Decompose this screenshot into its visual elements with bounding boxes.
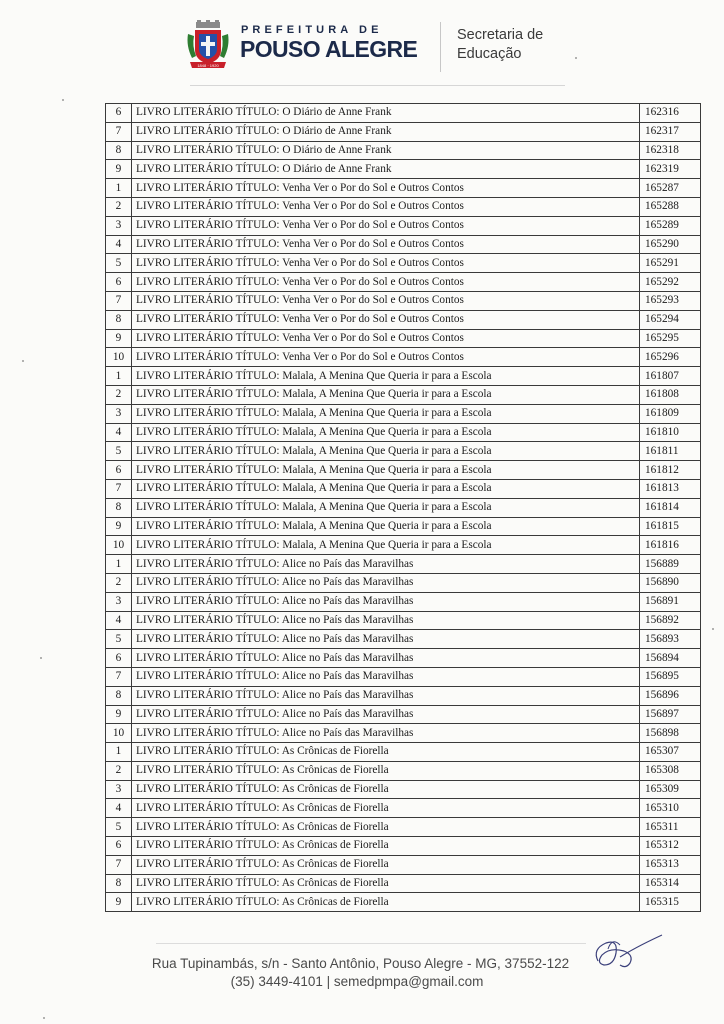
book-title: LIVRO LITERÁRIO TÍTULO: O Diário de Anne Frank xyxy=(132,141,640,160)
row-number: 1 xyxy=(106,555,132,574)
table-row xyxy=(106,104,701,123)
book-title: LIVRO LITERÁRIO TÍTULO: Alice no País das Maravilhas xyxy=(132,592,640,611)
book-title: LIVRO LITERÁRIO TÍTULO: As Crônicas de Fiorella xyxy=(132,761,640,780)
department-line-1: Secretaria de xyxy=(457,27,544,43)
asset-code: 161810 xyxy=(640,423,701,442)
row-number: 6 xyxy=(106,649,132,668)
header-rule xyxy=(190,85,565,86)
scan-speck xyxy=(43,1017,45,1019)
book-title: LIVRO LITERÁRIO TÍTULO: Alice no País das Maravilhas xyxy=(132,611,640,630)
table-row xyxy=(106,893,701,912)
table-row xyxy=(106,291,701,310)
asset-code: 165292 xyxy=(640,273,701,292)
table-row xyxy=(106,630,701,649)
signature-mark xyxy=(590,925,670,975)
row-number: 3 xyxy=(106,216,132,235)
scan-speck xyxy=(712,628,714,630)
asset-code: 156898 xyxy=(640,724,701,743)
row-number: 5 xyxy=(106,630,132,649)
table-row xyxy=(106,686,701,705)
asset-code: 165295 xyxy=(640,329,701,348)
book-title: LIVRO LITERÁRIO TÍTULO: Venha Ver o Por do Sol e Outros Contos xyxy=(132,291,640,310)
asset-code: 165312 xyxy=(640,837,701,856)
row-number: 7 xyxy=(106,479,132,498)
table-body xyxy=(106,104,701,912)
row-number: 3 xyxy=(106,592,132,611)
row-number: 7 xyxy=(106,291,132,310)
book-title: LIVRO LITERÁRIO TÍTULO: As Crônicas de Fiorella xyxy=(132,874,640,893)
row-number: 4 xyxy=(106,799,132,818)
table-row xyxy=(106,442,701,461)
footer-address: Rua Tupinambás, s/n - Santo Antônio, Pouso Alegre - MG, 37552-122 xyxy=(151,956,570,971)
row-number: 1 xyxy=(106,179,132,198)
row-number: 2 xyxy=(106,197,132,216)
book-title: LIVRO LITERÁRIO TÍTULO: Venha Ver o Por do Sol e Outros Contos xyxy=(132,216,640,235)
row-number: 9 xyxy=(106,160,132,179)
asset-code: 156895 xyxy=(640,667,701,686)
row-number: 8 xyxy=(106,141,132,160)
table-row xyxy=(106,385,701,404)
asset-code: 156894 xyxy=(640,649,701,668)
table-row xyxy=(106,649,701,668)
table-row xyxy=(106,536,701,555)
book-title: LIVRO LITERÁRIO TÍTULO: Alice no País das Maravilhas xyxy=(132,573,640,592)
book-title: LIVRO LITERÁRIO TÍTULO: Malala, A Menina Que Queria ir para a Escola xyxy=(132,367,640,386)
asset-code: 156889 xyxy=(640,555,701,574)
row-number: 8 xyxy=(106,874,132,893)
row-number: 9 xyxy=(106,893,132,912)
book-inventory-table xyxy=(105,103,701,912)
book-title: LIVRO LITERÁRIO TÍTULO: Alice no País das Maravilhas xyxy=(132,705,640,724)
book-title: LIVRO LITERÁRIO TÍTULO: Malala, A Menina Que Queria ir para a Escola xyxy=(132,461,640,480)
asset-code: 165314 xyxy=(640,874,701,893)
row-number: 1 xyxy=(106,743,132,762)
book-title: LIVRO LITERÁRIO TÍTULO: Venha Ver o Por do Sol e Outros Contos xyxy=(132,273,640,292)
book-title: LIVRO LITERÁRIO TÍTULO: Malala, A Menina Que Queria ir para a Escola xyxy=(132,536,640,555)
footer-rule xyxy=(156,943,586,944)
row-number: 1 xyxy=(106,367,132,386)
table-row xyxy=(106,611,701,630)
table-row xyxy=(106,160,701,179)
book-title: LIVRO LITERÁRIO TÍTULO: Venha Ver o Por do Sol e Outros Contos xyxy=(132,348,640,367)
table-row xyxy=(106,479,701,498)
scan-speck xyxy=(575,57,577,59)
row-number: 5 xyxy=(106,254,132,273)
table-row xyxy=(106,310,701,329)
book-title: LIVRO LITERÁRIO TÍTULO: Malala, A Menina Que Queria ir para a Escola xyxy=(132,423,640,442)
asset-code: 156891 xyxy=(640,592,701,611)
asset-code: 165293 xyxy=(640,291,701,310)
table-row xyxy=(106,273,701,292)
row-number: 7 xyxy=(106,122,132,141)
row-number: 2 xyxy=(106,761,132,780)
row-number: 4 xyxy=(106,611,132,630)
book-title: LIVRO LITERÁRIO TÍTULO: As Crônicas de Fiorella xyxy=(132,818,640,837)
book-title: LIVRO LITERÁRIO TÍTULO: O Diário de Anne Frank xyxy=(132,122,640,141)
asset-code: 162319 xyxy=(640,160,701,179)
row-number: 8 xyxy=(106,498,132,517)
asset-code: 156897 xyxy=(640,705,701,724)
table-row xyxy=(106,743,701,762)
table-row xyxy=(106,837,701,856)
book-title: LIVRO LITERÁRIO TÍTULO: Venha Ver o Por do Sol e Outros Contos xyxy=(132,254,640,273)
table-row xyxy=(106,498,701,517)
asset-code: 165308 xyxy=(640,761,701,780)
brand-prefix: PREFEITURA DE xyxy=(241,24,383,36)
asset-code: 165290 xyxy=(640,235,701,254)
table-row xyxy=(106,216,701,235)
row-number: 6 xyxy=(106,837,132,856)
table-row xyxy=(106,855,701,874)
brand-city: POUSO ALEGRE xyxy=(240,36,418,62)
book-title: LIVRO LITERÁRIO TÍTULO: Malala, A Menina Que Queria ir para a Escola xyxy=(132,442,640,461)
book-title: LIVRO LITERÁRIO TÍTULO: O Diário de Anne Frank xyxy=(132,104,640,123)
book-title: LIVRO LITERÁRIO TÍTULO: Venha Ver o Por do Sol e Outros Contos xyxy=(132,197,640,216)
table-row xyxy=(106,329,701,348)
table-row xyxy=(106,592,701,611)
book-title: LIVRO LITERÁRIO TÍTULO: Alice no País das Maravilhas xyxy=(132,630,640,649)
table-row xyxy=(106,705,701,724)
book-title: LIVRO LITERÁRIO TÍTULO: Alice no País das Maravilhas xyxy=(132,555,640,574)
asset-code: 165310 xyxy=(640,799,701,818)
row-number: 6 xyxy=(106,273,132,292)
asset-code: 165291 xyxy=(640,254,701,273)
scan-speck xyxy=(62,99,64,101)
table-row xyxy=(106,573,701,592)
row-number: 6 xyxy=(106,461,132,480)
asset-code: 161811 xyxy=(640,442,701,461)
book-title: LIVRO LITERÁRIO TÍTULO: Venha Ver o Por do Sol e Outros Contos xyxy=(132,310,640,329)
asset-code: 162318 xyxy=(640,141,701,160)
row-number: 10 xyxy=(106,348,132,367)
asset-code: 165309 xyxy=(640,780,701,799)
row-number: 4 xyxy=(106,423,132,442)
row-number: 9 xyxy=(106,705,132,724)
table-row xyxy=(106,141,701,160)
row-number: 2 xyxy=(106,573,132,592)
asset-code: 165294 xyxy=(640,310,701,329)
asset-code: 161809 xyxy=(640,404,701,423)
book-title: LIVRO LITERÁRIO TÍTULO: Venha Ver o Por do Sol e Outros Contos xyxy=(132,179,640,198)
letterhead xyxy=(0,0,724,84)
book-title: LIVRO LITERÁRIO TÍTULO: Malala, A Menina Que Queria ir para a Escola xyxy=(132,498,640,517)
row-number: 3 xyxy=(106,404,132,423)
book-title: LIVRO LITERÁRIO TÍTULO: As Crônicas de Fiorella xyxy=(132,837,640,856)
asset-code: 161814 xyxy=(640,498,701,517)
asset-code: 161808 xyxy=(640,385,701,404)
asset-code: 161815 xyxy=(640,517,701,536)
book-title: LIVRO LITERÁRIO TÍTULO: Alice no País das Maravilhas xyxy=(132,724,640,743)
row-number: 3 xyxy=(106,780,132,799)
scan-speck xyxy=(22,360,24,362)
table-row xyxy=(106,197,701,216)
row-number: 7 xyxy=(106,855,132,874)
asset-code: 165307 xyxy=(640,743,701,762)
coat-of-arms-icon xyxy=(186,20,230,70)
asset-code: 165311 xyxy=(640,818,701,837)
table-row xyxy=(106,724,701,743)
asset-code: 165288 xyxy=(640,197,701,216)
crest-motto: 1848 · 1920 xyxy=(197,63,219,68)
row-number: 7 xyxy=(106,667,132,686)
book-title: LIVRO LITERÁRIO TÍTULO: Venha Ver o Por do Sol e Outros Contos xyxy=(132,235,640,254)
asset-code: 162317 xyxy=(640,122,701,141)
asset-code: 156893 xyxy=(640,630,701,649)
book-title: LIVRO LITERÁRIO TÍTULO: As Crônicas de Fiorella xyxy=(132,743,640,762)
asset-code: 165289 xyxy=(640,216,701,235)
asset-code: 156890 xyxy=(640,573,701,592)
row-number: 5 xyxy=(106,818,132,837)
asset-code: 161807 xyxy=(640,367,701,386)
row-number: 9 xyxy=(106,329,132,348)
asset-code: 161816 xyxy=(640,536,701,555)
table-row xyxy=(106,235,701,254)
row-number: 10 xyxy=(106,536,132,555)
book-title: LIVRO LITERÁRIO TÍTULO: Malala, A Menina Que Queria ir para a Escola xyxy=(132,404,640,423)
book-title: LIVRO LITERÁRIO TÍTULO: Alice no País das Maravilhas xyxy=(132,667,640,686)
asset-code: 156892 xyxy=(640,611,701,630)
row-number: 10 xyxy=(106,724,132,743)
row-number: 8 xyxy=(106,310,132,329)
table-row xyxy=(106,404,701,423)
footer-contact: (35) 3449-4101 | semedpmpa@gmail.com xyxy=(230,974,484,989)
book-title: LIVRO LITERÁRIO TÍTULO: As Crônicas de Fiorella xyxy=(132,799,640,818)
table-row xyxy=(106,367,701,386)
table-row xyxy=(106,780,701,799)
table-row xyxy=(106,179,701,198)
table-row xyxy=(106,122,701,141)
book-title: LIVRO LITERÁRIO TÍTULO: Malala, A Menina Que Queria ir para a Escola xyxy=(132,479,640,498)
table-row xyxy=(106,517,701,536)
asset-code: 162316 xyxy=(640,104,701,123)
book-title: LIVRO LITERÁRIO TÍTULO: As Crônicas de Fiorella xyxy=(132,893,640,912)
book-title: LIVRO LITERÁRIO TÍTULO: Malala, A Menina Que Queria ir para a Escola xyxy=(132,517,640,536)
asset-code: 161813 xyxy=(640,479,701,498)
table-row xyxy=(106,555,701,574)
department-name xyxy=(457,26,543,64)
asset-code: 156896 xyxy=(640,686,701,705)
book-title: LIVRO LITERÁRIO TÍTULO: O Diário de Anne Frank xyxy=(132,160,640,179)
book-title: LIVRO LITERÁRIO TÍTULO: Venha Ver o Por do Sol e Outros Contos xyxy=(132,329,640,348)
table-row xyxy=(106,423,701,442)
asset-code: 165287 xyxy=(640,179,701,198)
book-title: LIVRO LITERÁRIO TÍTULO: Alice no País das Maravilhas xyxy=(132,649,640,668)
table-row xyxy=(106,348,701,367)
header-divider xyxy=(440,22,441,72)
scan-speck xyxy=(40,657,42,659)
book-title: LIVRO LITERÁRIO TÍTULO: Alice no País das Maravilhas xyxy=(132,686,640,705)
asset-code: 165296 xyxy=(640,348,701,367)
table-row xyxy=(106,461,701,480)
table-row xyxy=(106,667,701,686)
department-line-2: Educação xyxy=(457,46,522,62)
book-title: LIVRO LITERÁRIO TÍTULO: Malala, A Menina Que Queria ir para a Escola xyxy=(132,385,640,404)
book-title: LIVRO LITERÁRIO TÍTULO: As Crônicas de Fiorella xyxy=(132,780,640,799)
table-row xyxy=(106,818,701,837)
book-title: LIVRO LITERÁRIO TÍTULO: As Crônicas de Fiorella xyxy=(132,855,640,874)
asset-code: 165315 xyxy=(640,893,701,912)
table-row xyxy=(106,874,701,893)
row-number: 2 xyxy=(106,385,132,404)
row-number: 4 xyxy=(106,235,132,254)
asset-code: 161812 xyxy=(640,461,701,480)
row-number: 5 xyxy=(106,442,132,461)
row-number: 6 xyxy=(106,104,132,123)
row-number: 8 xyxy=(106,686,132,705)
table-row xyxy=(106,761,701,780)
table-row xyxy=(106,799,701,818)
row-number: 9 xyxy=(106,517,132,536)
table-row xyxy=(106,254,701,273)
asset-code: 165313 xyxy=(640,855,701,874)
